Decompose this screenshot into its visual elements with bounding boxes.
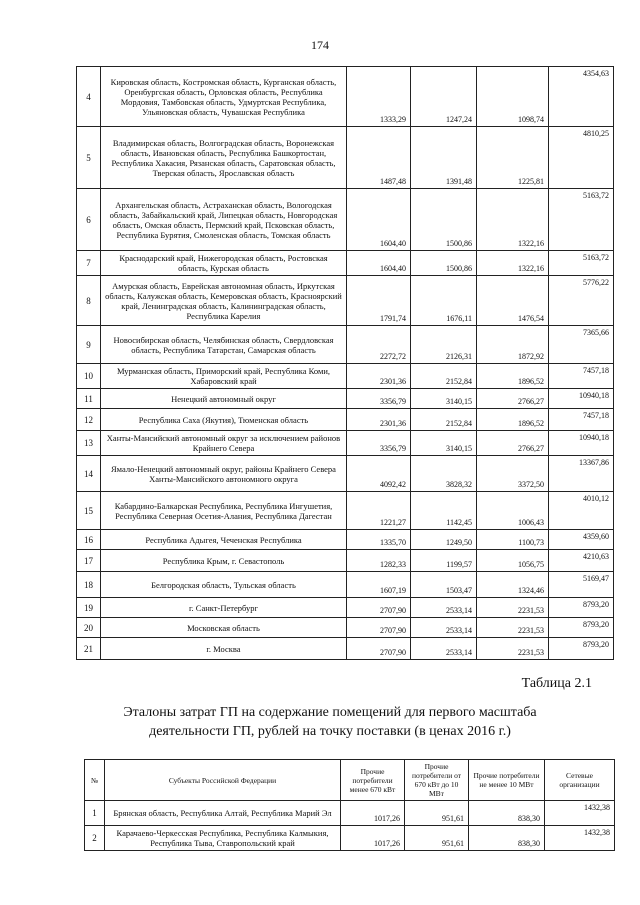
value-under-670kw: 2707,90 bbox=[347, 618, 411, 638]
header-subjects: Субъекты Российской Федерации bbox=[105, 760, 341, 801]
value-grid-orgs: 1432,38 bbox=[545, 826, 615, 851]
value-under-670kw: 1282,33 bbox=[347, 550, 411, 572]
value-under-670kw: 2301,36 bbox=[347, 409, 411, 431]
value-grid-orgs: 8793,20 bbox=[549, 638, 614, 660]
table-row bbox=[77, 326, 614, 364]
value-670kw-10mw: 951,61 bbox=[405, 801, 469, 826]
row-number: 11 bbox=[77, 389, 101, 409]
region-cell: Республика Саха (Якутия), Тюменская область bbox=[101, 409, 347, 431]
row-number: 5 bbox=[77, 127, 101, 189]
value-670kw-10mw: 2152,84 bbox=[411, 364, 477, 389]
table-row bbox=[77, 389, 614, 409]
value-over-10mw: 2766,27 bbox=[477, 431, 549, 456]
header-670kw-10mw: Прочие потребители от 670 кВт до 10 МВт bbox=[405, 760, 469, 801]
value-grid-orgs: 5163,72 bbox=[549, 251, 614, 276]
value-under-670kw: 1017,26 bbox=[341, 826, 405, 851]
value-670kw-10mw: 2533,14 bbox=[411, 618, 477, 638]
row-number: 21 bbox=[77, 638, 101, 660]
value-670kw-10mw: 2533,14 bbox=[411, 638, 477, 660]
value-grid-orgs: 4010,12 bbox=[549, 492, 614, 530]
value-under-670kw: 1017,26 bbox=[341, 801, 405, 826]
table-row bbox=[77, 276, 614, 326]
value-over-10mw: 2231,53 bbox=[477, 598, 549, 618]
value-670kw-10mw: 1503,47 bbox=[411, 572, 477, 598]
page-number: 174 bbox=[311, 38, 329, 52]
table-row bbox=[77, 409, 614, 431]
table-title bbox=[60, 703, 600, 741]
row-number: 13 bbox=[77, 431, 101, 456]
value-over-10mw: 1100,73 bbox=[477, 530, 549, 550]
value-670kw-10mw: 1391,48 bbox=[411, 127, 477, 189]
table-row bbox=[77, 572, 614, 598]
table-row bbox=[77, 127, 614, 189]
row-number: 7 bbox=[77, 251, 101, 276]
value-over-10mw: 1872,92 bbox=[477, 326, 549, 364]
row-number: 10 bbox=[77, 364, 101, 389]
region-cell: Брянская область, Республика Алтай, Республика Марий Эл bbox=[105, 801, 341, 826]
region-cell: г. Москва bbox=[101, 638, 347, 660]
value-670kw-10mw: 1500,86 bbox=[411, 189, 477, 251]
value-over-10mw: 838,30 bbox=[469, 826, 545, 851]
table-row bbox=[77, 431, 614, 456]
row-number: 6 bbox=[77, 189, 101, 251]
header-under-670kw: Прочие потребители менее 670 кВт bbox=[341, 760, 405, 801]
title-line-2: деятельности ГП, рублей на точку поставки (в ценах 2016 г.) bbox=[149, 724, 511, 739]
row-number: 9 bbox=[77, 326, 101, 364]
cost-table-continued bbox=[76, 66, 614, 660]
row-number: 15 bbox=[77, 492, 101, 530]
table-row bbox=[77, 67, 614, 127]
region-cell: Мурманская область, Приморский край, Республика Коми, Хабаровский край bbox=[101, 364, 347, 389]
value-under-670kw: 1335,70 bbox=[347, 530, 411, 550]
row-number: 18 bbox=[77, 572, 101, 598]
value-under-670kw: 3356,79 bbox=[347, 389, 411, 409]
value-over-10mw: 3372,50 bbox=[477, 456, 549, 492]
table-row bbox=[77, 618, 614, 638]
table-row bbox=[77, 530, 614, 550]
value-under-670kw: 2301,36 bbox=[347, 364, 411, 389]
table-row bbox=[85, 801, 615, 826]
value-670kw-10mw: 2126,31 bbox=[411, 326, 477, 364]
value-over-10mw: 1098,74 bbox=[477, 67, 549, 127]
region-cell: Кировская область, Костромская область, Курганская область, Оренбургская область, Орловская область, Республика Мордовия, Тамбовская область, Удмуртская Республика, Ульяновская область, Чувашская Республика bbox=[101, 67, 347, 127]
row-number: 12 bbox=[77, 409, 101, 431]
value-grid-orgs: 5169,47 bbox=[549, 572, 614, 598]
value-under-670kw: 1607,19 bbox=[347, 572, 411, 598]
value-670kw-10mw: 3140,15 bbox=[411, 431, 477, 456]
region-cell: Белгородская область, Тульская область bbox=[101, 572, 347, 598]
cost-table-2-1 bbox=[84, 759, 615, 851]
region-cell: Республика Адыгея, Чеченская Республика bbox=[101, 530, 347, 550]
value-over-10mw: 1056,75 bbox=[477, 550, 549, 572]
value-grid-orgs: 7365,66 bbox=[549, 326, 614, 364]
table2-header-row bbox=[85, 760, 615, 801]
table-caption: Таблица 2.1 bbox=[521, 676, 592, 691]
region-cell: Владимирская область, Волгоградская область, Воронежская область, Ивановская область, Республика Башкортостан, Республика Хакасия, Рязанская область, Саратовская область, Тверская область, Ярославская область bbox=[101, 127, 347, 189]
value-over-10mw: 1896,52 bbox=[477, 364, 549, 389]
value-grid-orgs: 10940,18 bbox=[549, 431, 614, 456]
value-grid-orgs: 7457,18 bbox=[549, 409, 614, 431]
value-670kw-10mw: 1500,86 bbox=[411, 251, 477, 276]
value-grid-orgs: 4359,60 bbox=[549, 530, 614, 550]
header-grid-orgs: Сетевые организации bbox=[545, 760, 615, 801]
value-grid-orgs: 5776,22 bbox=[549, 276, 614, 326]
row-number: 8 bbox=[77, 276, 101, 326]
value-670kw-10mw: 1247,24 bbox=[411, 67, 477, 127]
row-number: 16 bbox=[77, 530, 101, 550]
row-number: 1 bbox=[85, 801, 105, 826]
value-grid-orgs: 4810,25 bbox=[549, 127, 614, 189]
header-over-10mw: Прочие потребители не менее 10 МВт bbox=[469, 760, 545, 801]
value-under-670kw: 1604,40 bbox=[347, 251, 411, 276]
region-cell: Краснодарский край, Нижегородская область, Ростовская область, Курская область bbox=[101, 251, 347, 276]
value-over-10mw: 2766,27 bbox=[477, 389, 549, 409]
value-grid-orgs: 1432,38 bbox=[545, 801, 615, 826]
region-cell: Ямало-Ненецкий автономный округ, районы Крайнего Севера Ханты-Мансийского автономного округа bbox=[101, 456, 347, 492]
value-over-10mw: 2231,53 bbox=[477, 638, 549, 660]
table-row bbox=[77, 492, 614, 530]
value-grid-orgs: 7457,18 bbox=[549, 364, 614, 389]
region-cell: Ненецкий автономный округ bbox=[101, 389, 347, 409]
value-670kw-10mw: 2533,14 bbox=[411, 598, 477, 618]
value-under-670kw: 2272,72 bbox=[347, 326, 411, 364]
value-grid-orgs: 10940,18 bbox=[549, 389, 614, 409]
header-number: № bbox=[85, 760, 105, 801]
value-670kw-10mw: 1199,57 bbox=[411, 550, 477, 572]
value-over-10mw: 1225,81 bbox=[477, 127, 549, 189]
row-number: 14 bbox=[77, 456, 101, 492]
value-670kw-10mw: 3140,15 bbox=[411, 389, 477, 409]
value-grid-orgs: 8793,20 bbox=[549, 598, 614, 618]
value-under-670kw: 4092,42 bbox=[347, 456, 411, 492]
region-cell: Ханты-Мансийский автономный округ за исключением районов Крайнего Севера bbox=[101, 431, 347, 456]
region-cell: Архангельская область, Астраханская область, Вологодская область, Забайкальский край, Липецкая область, Новгородская область, Омская область, Пермский край, Псковская область, Республика Бурятия, Смоленская область, Томская область bbox=[101, 189, 347, 251]
table-row bbox=[77, 638, 614, 660]
value-under-670kw: 1487,48 bbox=[347, 127, 411, 189]
table-row bbox=[77, 189, 614, 251]
table-row bbox=[77, 456, 614, 492]
region-cell: Московская область bbox=[101, 618, 347, 638]
value-670kw-10mw: 1249,50 bbox=[411, 530, 477, 550]
table-row bbox=[77, 364, 614, 389]
value-670kw-10mw: 1142,45 bbox=[411, 492, 477, 530]
row-number: 19 bbox=[77, 598, 101, 618]
value-grid-orgs: 8793,20 bbox=[549, 618, 614, 638]
value-over-10mw: 2231,53 bbox=[477, 618, 549, 638]
region-cell: Новосибирская область, Челябинская область, Свердловская область, Республика Татарстан, Самарская область bbox=[101, 326, 347, 364]
region-cell: Амурская область, Еврейская автономная область, Иркутская область, Калужская область, Кемеровская область, Красноярский край, Ленинградская область, Калининградская область, Республика Карелия bbox=[101, 276, 347, 326]
value-670kw-10mw: 1676,11 bbox=[411, 276, 477, 326]
title-line-1: Эталоны затрат ГП на содержание помещений для первого масштаба bbox=[123, 705, 537, 720]
value-670kw-10mw: 951,61 bbox=[405, 826, 469, 851]
value-under-670kw: 1791,74 bbox=[347, 276, 411, 326]
value-grid-orgs: 4354,63 bbox=[549, 67, 614, 127]
value-over-10mw: 1896,52 bbox=[477, 409, 549, 431]
row-number: 2 bbox=[85, 826, 105, 851]
region-cell: Карачаево-Черкесская Республика, Республика Калмыкия, Республика Тыва, Ставропольский край bbox=[105, 826, 341, 851]
value-over-10mw: 1006,43 bbox=[477, 492, 549, 530]
value-over-10mw: 1322,16 bbox=[477, 251, 549, 276]
value-grid-orgs: 5163,72 bbox=[549, 189, 614, 251]
region-cell: Кабардино-Балкарская Республика, Республика Ингушетия, Республика Северная Осетия-Алания, Республика Дагестан bbox=[101, 492, 347, 530]
table-row bbox=[77, 598, 614, 618]
value-grid-orgs: 13367,86 bbox=[549, 456, 614, 492]
region-cell: Республика Крым, г. Севастополь bbox=[101, 550, 347, 572]
row-number: 4 bbox=[77, 67, 101, 127]
value-670kw-10mw: 3828,32 bbox=[411, 456, 477, 492]
table-row bbox=[77, 550, 614, 572]
value-670kw-10mw: 2152,84 bbox=[411, 409, 477, 431]
value-over-10mw: 1322,16 bbox=[477, 189, 549, 251]
value-under-670kw: 2707,90 bbox=[347, 638, 411, 660]
value-under-670kw: 1333,29 bbox=[347, 67, 411, 127]
table-row bbox=[77, 251, 614, 276]
value-grid-orgs: 4210,63 bbox=[549, 550, 614, 572]
value-under-670kw: 2707,90 bbox=[347, 598, 411, 618]
value-under-670kw: 1221,27 bbox=[347, 492, 411, 530]
value-over-10mw: 1324,46 bbox=[477, 572, 549, 598]
value-under-670kw: 3356,79 bbox=[347, 431, 411, 456]
value-over-10mw: 1476,54 bbox=[477, 276, 549, 326]
row-number: 20 bbox=[77, 618, 101, 638]
value-under-670kw: 1604,40 bbox=[347, 189, 411, 251]
value-over-10mw: 838,30 bbox=[469, 801, 545, 826]
region-cell: г. Санкт-Петербург bbox=[101, 598, 347, 618]
table-row bbox=[85, 826, 615, 851]
row-number: 17 bbox=[77, 550, 101, 572]
